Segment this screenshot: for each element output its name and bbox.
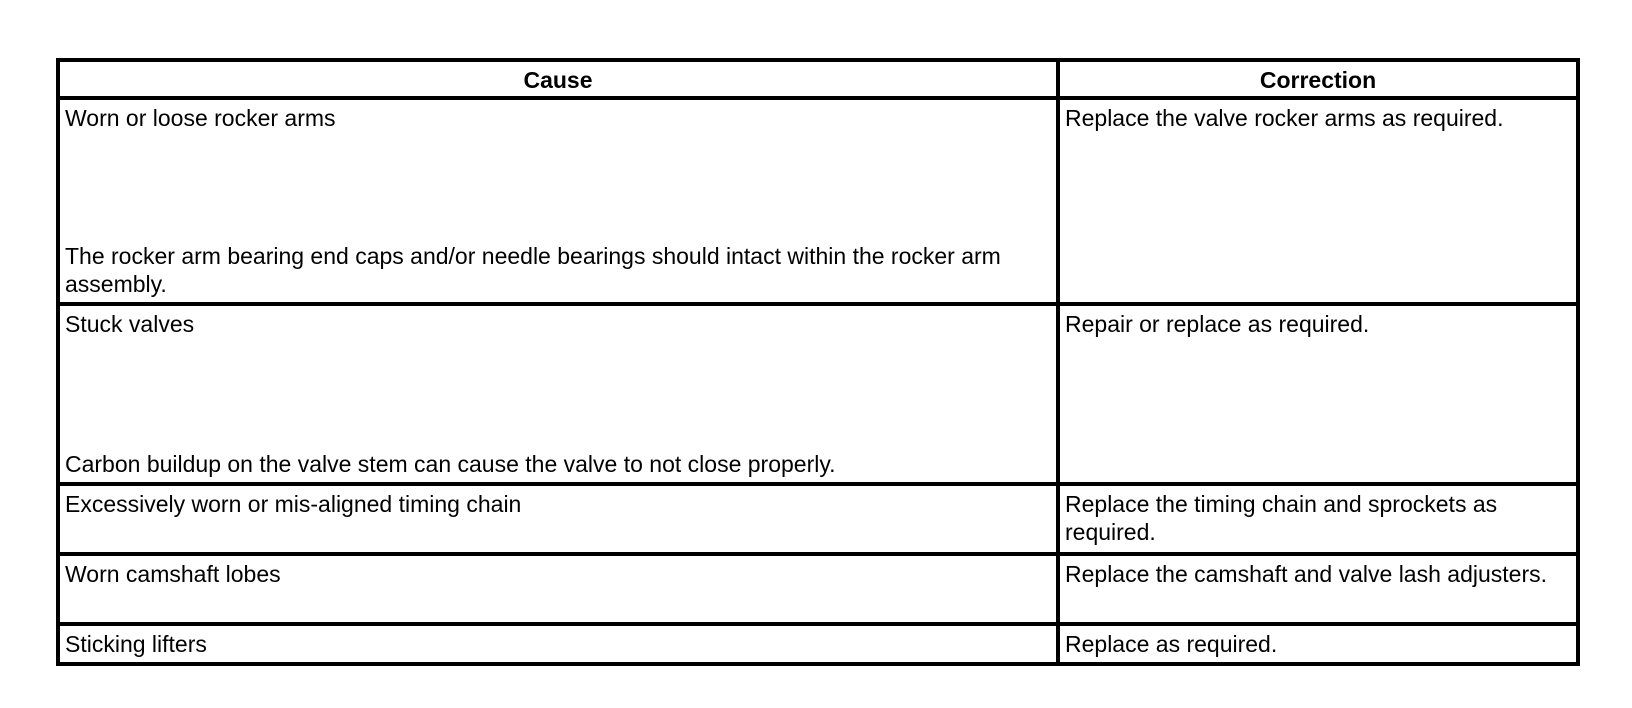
header-cause: Cause xyxy=(58,60,1058,98)
cause-cell: Sticking lifters xyxy=(58,624,1058,664)
correction-cell: Repair or replace as required. xyxy=(1058,304,1578,484)
correction-cell: Replace as required. xyxy=(1058,624,1578,664)
table-header xyxy=(58,60,1578,98)
cause-cell: Worn camshaft lobes xyxy=(58,554,1058,624)
cause-cell xyxy=(58,98,1058,304)
table-body xyxy=(58,98,1578,664)
table-row xyxy=(58,304,1578,484)
cause-note: The rocker arm bearing end caps and/or needle bearings should intact within the rocker arm assembly. xyxy=(65,243,1001,297)
cause-note: Carbon buildup on the valve stem can cause the valve to not close properly. xyxy=(65,451,836,477)
cause-text: Stuck valves xyxy=(65,311,195,337)
header-correction: Correction xyxy=(1058,60,1578,98)
correction-cell: Replace the camshaft and valve lash adjusters. xyxy=(1058,554,1578,624)
correction-cell: Replace the timing chain and sprockets as required. xyxy=(1058,484,1578,554)
header-row xyxy=(58,60,1578,98)
table-row xyxy=(58,98,1578,304)
cause-correction-table xyxy=(56,58,1580,666)
correction-cell: Replace the valve rocker arms as required. xyxy=(1058,98,1578,304)
table-row xyxy=(58,554,1578,624)
table-row xyxy=(58,624,1578,664)
cause-cell xyxy=(58,304,1058,484)
cause-cell: Excessively worn or mis-aligned timing chain xyxy=(58,484,1058,554)
table-row xyxy=(58,484,1578,554)
cause-text: Worn or loose rocker arms xyxy=(65,105,336,131)
